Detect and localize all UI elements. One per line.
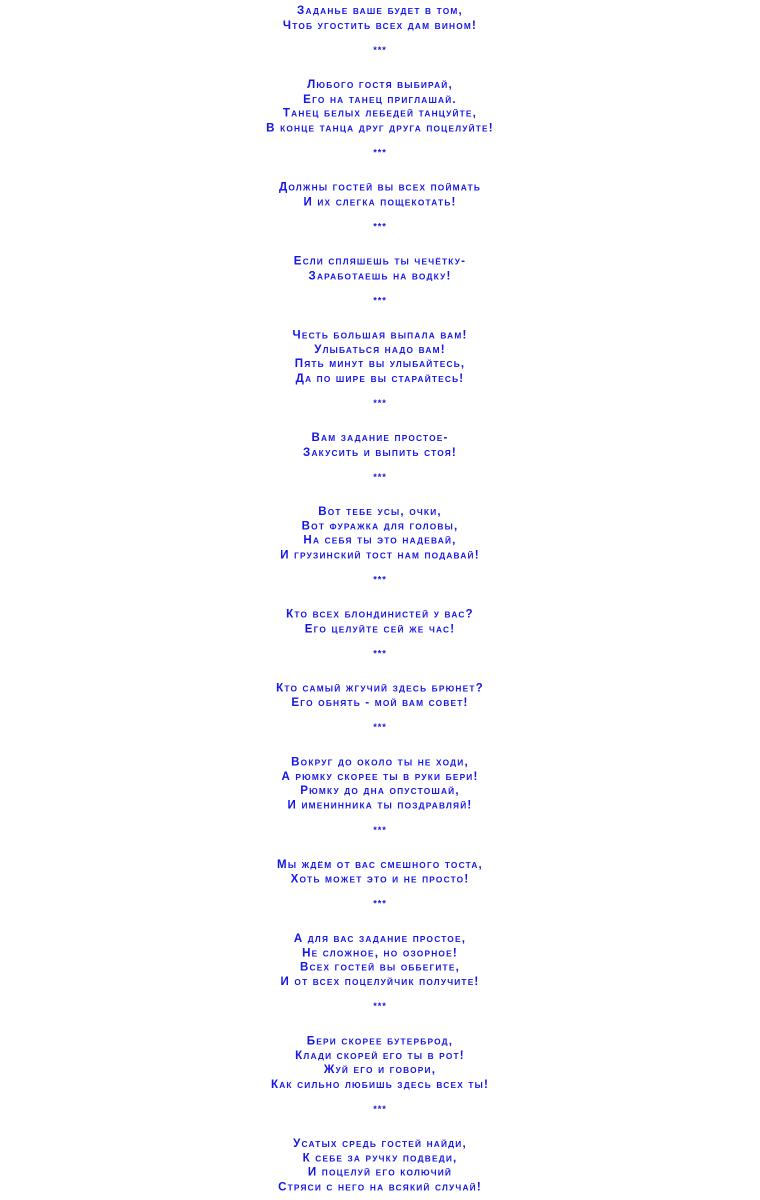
stanza-line: Жуй его и говори, bbox=[323, 1062, 437, 1076]
stanza-separator: *** bbox=[373, 648, 387, 660]
stanza-line: И именинника ты поздравляй! bbox=[287, 798, 473, 812]
stanza-separator: *** bbox=[373, 222, 387, 233]
stanza-separator: *** bbox=[373, 722, 387, 733]
stanza-separator: *** bbox=[373, 148, 387, 159]
stanza-line: Бери скорее бутерброд, bbox=[306, 1034, 454, 1048]
stanza-separator: *** bbox=[373, 1104, 387, 1115]
stanza-line: Любого гостя выбирай, bbox=[307, 77, 453, 91]
stanza-line: К себе за ручку подведи, bbox=[302, 1151, 458, 1164]
stanza-line: Мы ждём от вас смешного тоста, bbox=[277, 857, 483, 871]
stanza-line: Не сложное, но озорное! bbox=[302, 945, 458, 959]
stanza-line: Заданье ваше будет в том, bbox=[297, 4, 463, 17]
stanza-line: А для вас задание простое, bbox=[293, 931, 467, 945]
stanza-line: Танец белых лебедей танцуйте, bbox=[282, 106, 478, 120]
stanza-line: Его на танец приглашай. bbox=[303, 92, 457, 106]
stanza-line: Рюмку до дна опустошай, bbox=[300, 783, 460, 797]
stanza-separator: *** bbox=[373, 574, 387, 586]
stanza-line: Если спляшешь ты чечётку- bbox=[293, 254, 467, 268]
stanza bbox=[29, 755, 731, 812]
stanza-separator: *** bbox=[373, 295, 387, 307]
stanza-line: Честь большая выпала вам! bbox=[292, 328, 468, 342]
stanza-line: Вот фуражка для головы, bbox=[301, 519, 459, 533]
stanza-line: И от всех поцелуйчик получите! bbox=[280, 974, 480, 988]
stanza-line: Кто всех блондинистей у вас? bbox=[286, 607, 474, 621]
stanza-separator: *** bbox=[373, 472, 387, 483]
stanza-line: Закусить и выпить стоя! bbox=[303, 445, 457, 459]
stanza bbox=[29, 431, 731, 460]
stanza-line: Заработаешь на водку! bbox=[308, 268, 452, 282]
stanza-line: Всех гостей вы оббегите, bbox=[299, 960, 461, 974]
stanza bbox=[29, 505, 731, 562]
stanza bbox=[29, 681, 731, 710]
stanza-line: Вот тебе усы, очки, bbox=[318, 504, 442, 518]
stanza-separator: *** bbox=[373, 45, 387, 56]
stanza-line: Вокруг до около ты не ходи, bbox=[291, 755, 469, 769]
poem-text bbox=[29, 4, 731, 1194]
stanza-line: Чтоб угостить всех дам вином! bbox=[282, 18, 478, 32]
stanza-line: А рюмку скорее ты в руки бери! bbox=[281, 769, 479, 783]
stanza-line: Клади скорей его ты в рот! bbox=[295, 1048, 465, 1062]
stanza-line: Его обнять - мой вам совет! bbox=[291, 695, 469, 709]
stanza bbox=[29, 78, 731, 135]
stanza-separator: *** bbox=[373, 899, 387, 910]
stanza-line: Стряси с него на всякий случай! bbox=[278, 1179, 482, 1193]
stanza-line: Усатых средь гостей найди, bbox=[293, 1136, 467, 1150]
stanza bbox=[29, 858, 731, 887]
stanza-line: Вам задание простое- bbox=[311, 430, 449, 444]
stanza-line: Его целуйте сей же час! bbox=[304, 621, 456, 635]
stanza bbox=[29, 1137, 731, 1194]
stanza bbox=[29, 607, 731, 636]
stanza bbox=[29, 254, 731, 283]
stanza bbox=[29, 4, 731, 33]
stanza-line: Да по шире вы старайтесь! bbox=[295, 371, 465, 385]
stanza bbox=[29, 328, 731, 385]
stanza-line: И поцелуй его колючий bbox=[307, 1165, 453, 1179]
stanza-line: Должны гостей вы всех поймать bbox=[278, 180, 482, 194]
stanza-line: Пять минут вы улыбайтесь, bbox=[294, 356, 466, 370]
stanza-line: В конце танца друг друга поцелуйте! bbox=[266, 120, 494, 134]
stanza-separator: *** bbox=[373, 398, 387, 409]
stanza-line: И грузинский тост нам подавай! bbox=[280, 547, 480, 561]
stanza-line: Кто самый жгучий здесь брюнет? bbox=[276, 681, 484, 695]
stanza bbox=[29, 1034, 731, 1091]
stanza-line: Улыбаться надо вам! bbox=[314, 342, 446, 356]
stanza bbox=[29, 932, 731, 989]
stanza-line: И их слегка пощекотать! bbox=[303, 194, 457, 208]
stanza-line: Хоть может это и не просто! bbox=[290, 872, 470, 885]
stanza-separator: *** bbox=[373, 825, 387, 836]
stanza-separator: *** bbox=[373, 1001, 387, 1012]
stanza-line: Как сильно любишь здесь всех ты! bbox=[270, 1077, 490, 1091]
stanza-line: На себя ты это надевай, bbox=[303, 533, 457, 547]
stanza bbox=[29, 180, 731, 209]
